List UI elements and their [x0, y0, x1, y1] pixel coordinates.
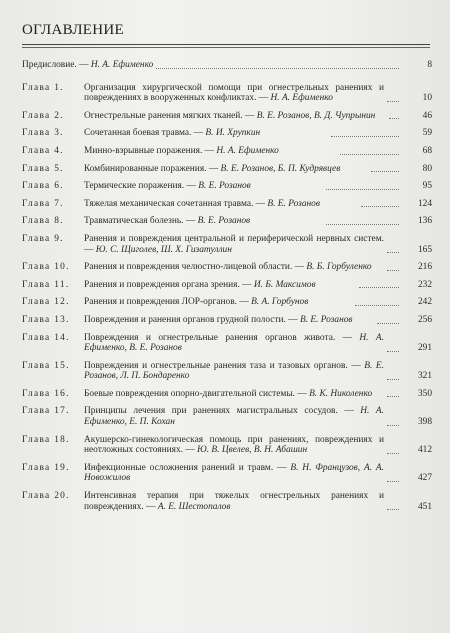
preface-title: Предисловие. [22, 60, 77, 70]
chapter-author: В. А. Горбунов [251, 297, 309, 308]
chapter-text: Повреждения и огнестрельные ранения органов живота. — Н. А. Ефименко, В. Е. Розанов [84, 332, 385, 354]
toc-entry [22, 389, 432, 400]
chapter-page: 350 [417, 388, 432, 399]
preface-page: 8 [427, 60, 432, 70]
leader-dots [371, 171, 399, 172]
chapter-text: Тяжелая механическая сочетанная травма. — В. Е. Розанов [84, 198, 320, 209]
toc-entry [22, 406, 432, 427]
chapter-number: Глава 13. [22, 314, 70, 325]
chapter-text: Огнестрельные ранения мягких тканей. — В. Е. Розанов, В. Д. Чупрынин [84, 110, 376, 121]
chapter-text: Боевые повреждения опорно-двигательной системы. — В. К. Николенко [84, 388, 373, 399]
toc-entry [22, 262, 432, 273]
leader-dots [387, 351, 399, 352]
chapter-number: Глава 20. [22, 491, 70, 502]
chapter-text: Инфекционные осложнения ранений и травм. — В. Н. Французов, А. А. Новожилов [84, 462, 384, 484]
preface-text: Предисловие. — Н. А. Ефименко [22, 60, 154, 70]
toc-entry [22, 234, 432, 255]
chapter-author: В. Е. Розанов [267, 198, 320, 209]
chapter-title: Ранения и повреждения челюстно-лицевой области. [84, 262, 293, 273]
chapter-author: В. Е. Розанов, Б. П. Кудрявцев [220, 163, 341, 174]
toc-entry [22, 146, 432, 157]
chapter-number: Глава 5. [22, 163, 64, 174]
toc-entry [22, 491, 432, 512]
chapter-title: Минно-взрывные поражения. [84, 145, 203, 156]
chapter-text: Интенсивная терапия при тяжелых огнестрельных ранениях и повреждениях. — А. Е. Шестопалов [84, 491, 384, 512]
chapter-page: 256 [417, 314, 433, 325]
leader-dots [387, 379, 399, 380]
chapter-number: Глава 15. [22, 360, 70, 371]
chapter-text: Ранения и повреждения ЛОР-органов. — В. А. Горбунов [84, 297, 309, 308]
toc-entry [22, 83, 432, 104]
chapter-title: Инфекционные осложнения ранений и травм. [84, 462, 274, 473]
leader-dots [359, 287, 399, 288]
preface-entry [22, 60, 432, 71]
chapter-text: Травматическая болезнь. — В. Е. Розанов [84, 216, 251, 227]
leader-dots [387, 453, 399, 454]
page-title: ОГЛАВЛЕНИЕ [22, 22, 124, 38]
preface-author: Н. А. Ефименко [90, 60, 154, 70]
leader-dots [377, 323, 399, 324]
leader-dots [387, 270, 399, 271]
chapter-number: Глава 18. [22, 434, 70, 445]
chapter-title: Боевые повреждения опорно-двигательной системы. [84, 388, 295, 399]
chapter-title: Организация хирургической помощи при огнестрельных ранениях и повреждениях в вооруженных конфликтах. [84, 82, 384, 104]
chapter-page: 427 [417, 473, 432, 484]
chapter-number: Глава 14. [22, 332, 70, 343]
leader-dots [387, 396, 399, 397]
chapter-author: Ю. С. Щиголев, Ш. Х. Гизатуллин [95, 244, 232, 255]
chapter-number: Глава 16. [22, 388, 70, 399]
chapter-number: Глава 17. [22, 406, 70, 417]
toc-entry [22, 361, 432, 382]
chapter-title: Ранения и повреждения органа зрения. [84, 279, 240, 290]
chapter-page: 321 [417, 371, 432, 382]
chapter-author: И. Б. Максимов [253, 279, 316, 290]
chapter-page: 451 [417, 501, 432, 512]
chapter-page: 124 [417, 198, 432, 209]
toc-entry [22, 181, 432, 192]
leader-dots [326, 224, 399, 225]
chapter-text: Ранения и повреждения челюстно-лицевой области. — В. Б. Горбуленко [84, 262, 372, 273]
chapter-number: Глава 11. [22, 279, 70, 290]
chapter-number: Глава 9. [22, 233, 64, 244]
chapter-title: Термические поражения. [84, 181, 185, 192]
table-of-contents [22, 60, 432, 519]
leader-dots [389, 118, 399, 119]
chapter-number: Глава 7. [22, 198, 64, 209]
chapter-page: 136 [417, 216, 432, 227]
leader-dots [387, 425, 399, 426]
leader-dots [387, 481, 399, 482]
chapter-page: 232 [417, 279, 433, 290]
chapter-title: Тяжелая механическая сочетанная травма. [84, 198, 254, 209]
chapter-number: Глава 4. [22, 145, 64, 156]
toc-entry [22, 111, 432, 122]
chapter-title: Комбинированные поражения. [84, 163, 207, 174]
chapter-page: 398 [417, 417, 432, 428]
leader-dots [326, 189, 399, 190]
chapter-page: 165 [417, 244, 432, 255]
chapter-page: 46 [422, 110, 432, 121]
chapter-author: А. Е. Шестопалов [157, 501, 231, 512]
chapter-author: Ю. В. Цвелев, В. Н. Абашин [197, 445, 308, 456]
chapter-text: Ранения и повреждения органа зрения. — И. Б. Максимов [84, 279, 316, 290]
chapter-author: В. Н. Французов, А. А. Новожилов [84, 462, 384, 484]
chapter-number: Глава 2. [22, 110, 64, 121]
chapter-page: 412 [417, 445, 432, 456]
chapter-author: В. Е. Розанов [197, 216, 251, 227]
chapter-title: Интенсивная терапия при тяжелых огнестрельных ранениях и повреждениях. [84, 491, 384, 512]
chapter-text: Принципы лечения при ранениях магистральных сосудов. — Н. А. Ефименко, Е. П. Кохан [84, 406, 384, 428]
chapter-text: Минно-взрывные поражения. — Н. А. Ефименко [84, 145, 279, 156]
chapter-number: Глава 10. [22, 262, 70, 273]
chapter-page: 59 [422, 128, 433, 139]
leader-dots [156, 68, 399, 69]
leader-dots [331, 136, 399, 137]
chapter-title: Принципы лечения при ранениях магистральных сосудов. [84, 406, 338, 417]
leader-dots [340, 154, 399, 155]
chapter-author: В. К. Николенко [309, 388, 373, 399]
toc-entry [22, 216, 432, 227]
chapter-title: Повреждения и огнестрельные ранения органов живота. [84, 332, 336, 343]
chapter-text: Ранения и повреждения центральной и периферической нервных систем. — Ю. С. Щиголев, Ш. Х. Гизатуллин [84, 233, 384, 255]
toc-entry [22, 315, 432, 326]
chapter-author: Н. А. Ефименко, Е. П. Кохан [84, 406, 384, 428]
toc-entry [22, 333, 432, 354]
chapter-text: Организация хирургической помощи при огнестрельных ранениях и повреждениях в вооруженных конфликтах. — Н. А. Ефименко [84, 82, 384, 104]
chapter-title: Повреждения и огнестрельные ранения таза и тазовых органов. [84, 360, 348, 371]
title-rule [22, 44, 430, 45]
chapter-title: Сочетанная боевая травма. [84, 128, 192, 139]
chapter-number: Глава 1. [22, 82, 64, 93]
chapter-number: Глава 12. [22, 297, 70, 308]
chapter-author: В. Б. Горбуленко [306, 262, 372, 273]
toc-entry [22, 435, 432, 456]
toc-entry [22, 164, 432, 175]
chapter-author: В. Е. Розанов, В. Д. Чупрынин [256, 110, 376, 121]
chapter-title: Акушерско-гинекологическая помощь при ранениях, повреждениях и неотложных состояниях. [84, 434, 384, 456]
chapter-author: В. И. Хрупкин [205, 128, 261, 139]
chapter-title: Ранения и повреждения ЛОР-органов. [84, 297, 238, 308]
title-rule-thin [22, 47, 430, 48]
chapter-author: Н. А. Ефименко, В. Е. Розанов [84, 332, 385, 354]
leader-dots [387, 252, 399, 253]
chapter-author: В. Е. Розанов, Л. П. Бондаренко [84, 360, 384, 382]
leader-dots [387, 509, 399, 510]
chapter-author: В. Е. Розанов [198, 181, 251, 192]
chapter-author: Н. А. Ефименко [216, 145, 279, 156]
chapter-title: Ранения и повреждения центральной и периферической нервных систем. [84, 233, 384, 244]
toc-entry [22, 463, 432, 484]
chapter-number: Глава 3. [22, 128, 64, 139]
chapter-text: Повреждения и огнестрельные ранения таза и тазовых органов. — В. Е. Розанов, Л. П. Бондаренко [84, 360, 384, 382]
chapter-title: Огнестрельные ранения мягких тканей. [84, 110, 243, 121]
chapter-page: 95 [422, 181, 432, 192]
toc-entry [22, 280, 432, 291]
toc-entry [22, 128, 432, 139]
chapter-text: Повреждения и ранения органов грудной полости. — В. Е. Розанов [84, 314, 353, 325]
chapter-page: 216 [417, 262, 432, 273]
chapter-author: Н. А. Ефименко [270, 93, 333, 104]
chapter-number: Глава 8. [22, 216, 64, 227]
leader-dots [387, 101, 399, 102]
leader-dots [361, 206, 399, 207]
chapter-title: Травматическая болезнь. [84, 216, 184, 227]
chapter-text: Сочетанная боевая травма. — В. И. Хрупкин [84, 128, 261, 139]
chapter-text: Комбинированные поражения. — В. Е. Розанов, Б. П. Кудрявцев [84, 163, 341, 174]
chapter-page: 68 [422, 145, 432, 156]
chapter-page: 80 [422, 163, 433, 174]
chapter-page: 242 [417, 297, 433, 308]
chapter-number: Глава 6. [22, 181, 64, 192]
chapter-page: 291 [417, 343, 432, 354]
toc-entry [22, 297, 432, 308]
chapter-text: Термические поражения. — В. Е. Розанов [84, 181, 251, 192]
chapter-text: Акушерско-гинекологическая помощь при ранениях, повреждениях и неотложных состояниях. — Ю. В. Цвелев, В. Н. Абашин [84, 434, 384, 456]
chapter-author: В. Е. Розанов [299, 314, 353, 325]
chapter-title: Повреждения и ранения органов грудной полости. [84, 314, 286, 325]
chapter-page: 10 [422, 93, 432, 104]
chapter-number: Глава 19. [22, 462, 70, 473]
toc-entry [22, 199, 432, 210]
leader-dots [355, 305, 399, 306]
